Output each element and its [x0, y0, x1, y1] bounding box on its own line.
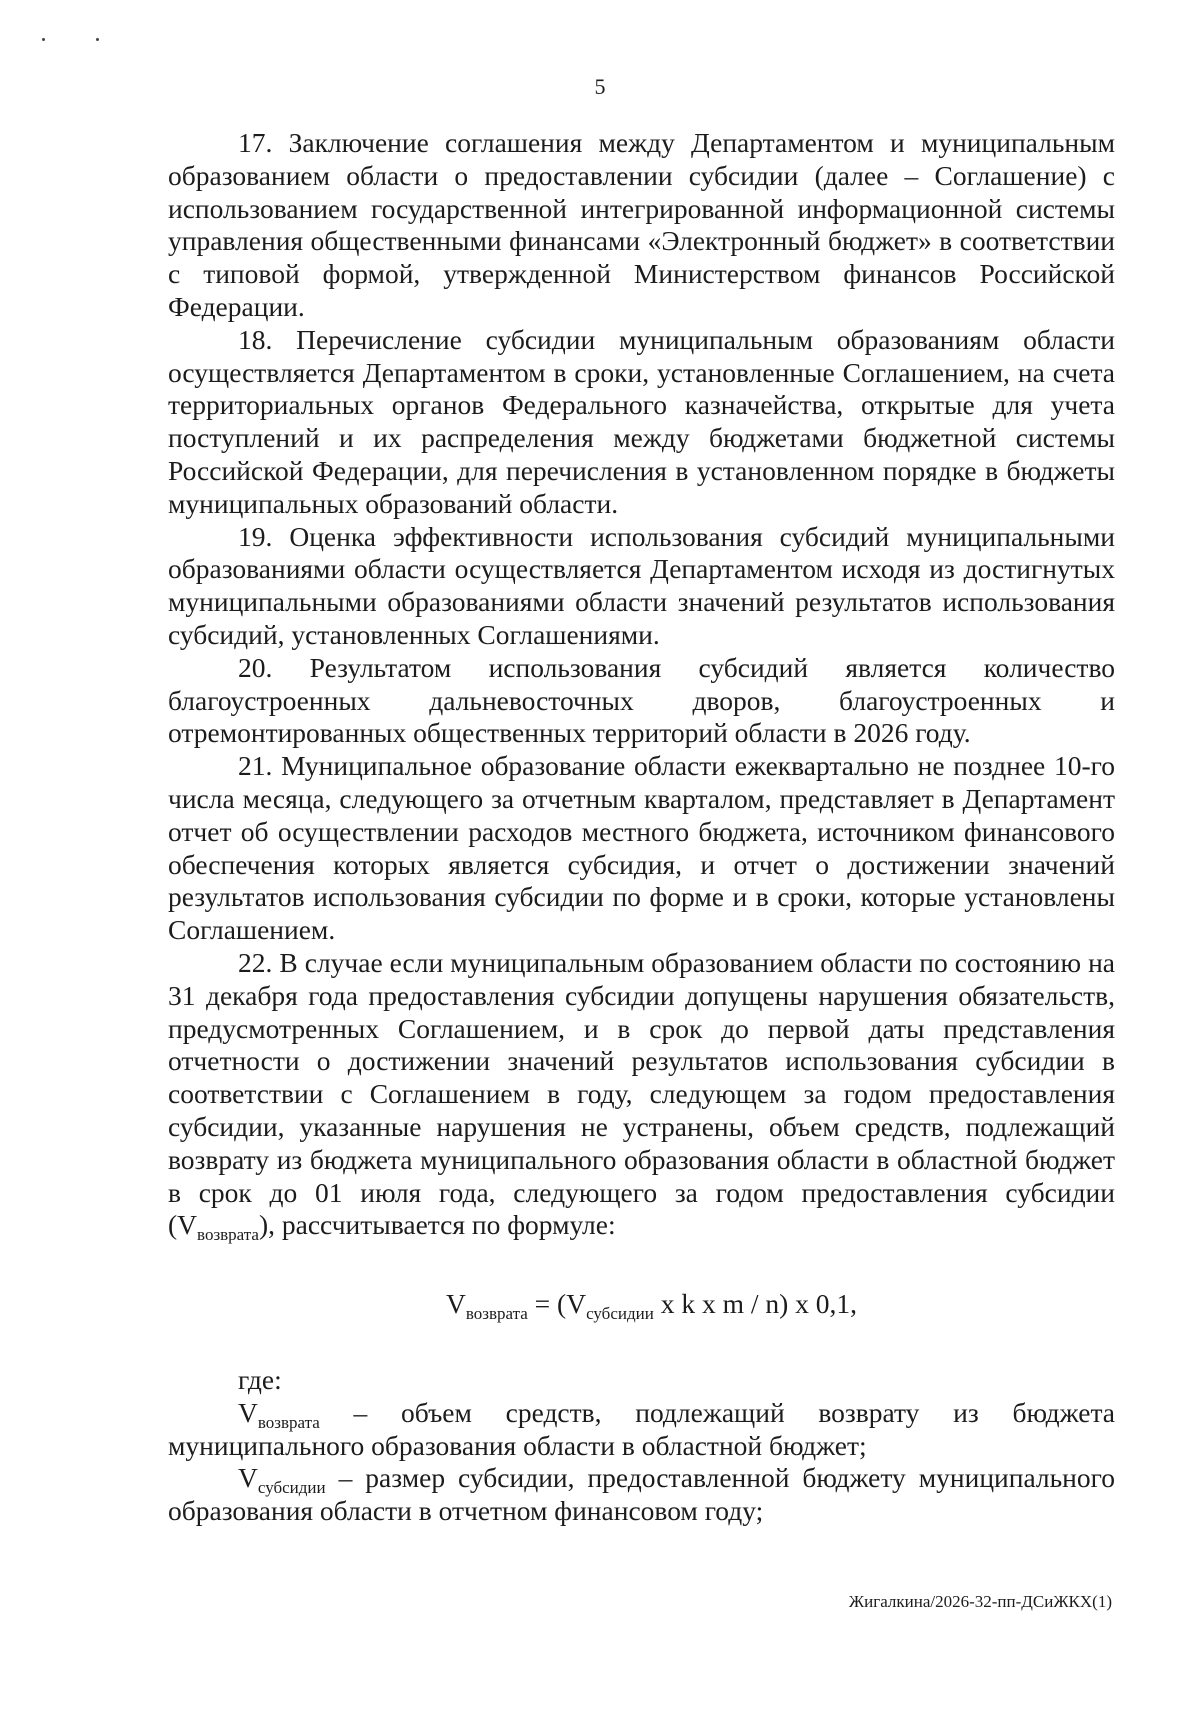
definition-sub: субсидии	[257, 1478, 326, 1498]
return-formula	[168, 1287, 1115, 1324]
paragraph-21: 21. Муниципальное образование области ежеквартально не позднее 10-го числа месяца, следующего за отчетным кварталом, представляет в Департамент отчет об осуществлении расходов местного бюджета, источником финансового обеспечения которых является субсидия, и отчет о достижении значений результатов использования субсидии по форме и в сроки, которые установлены Соглашением.	[168, 750, 1115, 946]
formula-sub-subsidii: субсидии	[586, 1304, 654, 1324]
definition-symbol: V	[238, 1462, 258, 1494]
document-body	[168, 127, 1115, 1528]
definition-v-subsidii	[168, 1462, 1115, 1528]
definition-text: – размер субсидии, предоставленной бюджету муниципального образования области в отчетном финансовом году;	[168, 1462, 1115, 1527]
document-footer-code: Жигалкина/2026-32-пп-ДСиЖКХ(1)	[848, 1592, 1112, 1611]
paragraph-22-tail: ), рассчитывается по формуле:	[258, 1209, 616, 1241]
scan-artifact-dot	[96, 38, 99, 41]
definition-v-vozvrata	[168, 1397, 1115, 1463]
where-label: где:	[238, 1364, 282, 1396]
scan-artifact-dot	[42, 38, 45, 41]
paragraph-22	[168, 946, 1115, 1245]
paragraph-18: 18. Перечисление субсидии муниципальным образованиям области осуществляется Департаментом в сроки, установленные Соглашением, на счета территориальных органов Федерального казначейства, открытые для учета поступлений и их распределения между бюджетами бюджетной системы Российской Федерации, для перечисления в установленном порядке в бюджеты муниципальных образований области.	[168, 323, 1115, 519]
subscript-vozvrata: возврата	[197, 1225, 259, 1245]
definition-sub: возврата	[257, 1412, 320, 1432]
formula-v: V	[445, 1288, 466, 1320]
definition-text: – объем средств, подлежащий возврату из бюджета муниципального образования области в областной бюджет;	[168, 1396, 1115, 1461]
paragraph-20: 20. Результатом использования субсидий является количество благоустроенных дальневосточных дворов, благоустроенных и отремонтированных общественных территорий области в 2026 году.	[168, 651, 1115, 749]
formula-tail: x k x m / n) x 0,1,	[653, 1288, 858, 1320]
definition-symbol: V	[238, 1396, 258, 1428]
paragraph-17: 17. Заключение соглашения между Департаментом и муниципальным образованием области о предоставлении субсидии (далее – Соглашение) с использованием государственной интегрированной информационной системы управления общественными финансами «Электронный бюджет» в соответствии с типовой формой, утвержденной Министерством финансов Российской Федерации.	[168, 127, 1115, 322]
formula-mid: = (V	[527, 1288, 587, 1320]
paragraph-19: 19. Оценка эффективности использования субсидий муниципальными образованиями области осуществляется Департаментом исходя из достигнутых муниципальными образованиями области значений результатов использования субсидий, установленных Соглашениями.	[168, 520, 1115, 650]
page-number: 5	[594, 74, 606, 99]
paragraph-22-text: 22. В случае если муниципальным образованием области по состоянию на 31 декабря года предоставления субсидии допущены нарушения обязательств, предусмотренных Соглашением, и в срок до первой даты представления отчетности о достижении значений результатов использования субсидии в соответствии с Соглашением в году, следующем за годом предоставления субсидии, указанные нарушения не устранены, объем средств, подлежащий возврату из бюджета муниципального образования области в областной бюджет в срок до 01 июля года, следующего за годом предоставления субсидии (V	[168, 946, 1115, 1241]
formula-sub-vozvrata: возврата	[465, 1304, 528, 1324]
